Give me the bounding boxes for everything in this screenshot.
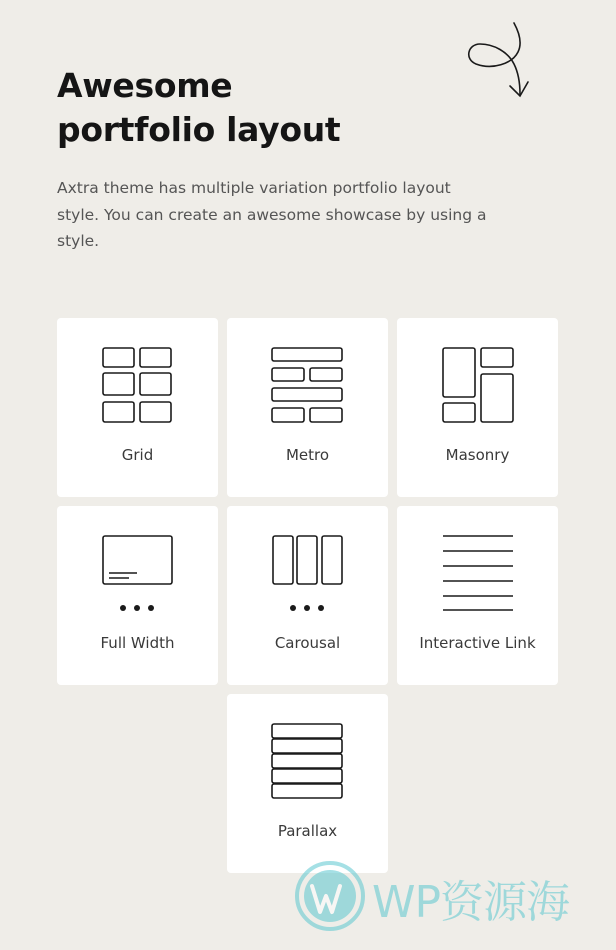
page-title xyxy=(57,64,340,152)
layout-label: Grid xyxy=(121,446,154,464)
title-line-2: portfolio layout xyxy=(57,110,341,149)
layout-label: Parallax xyxy=(277,822,338,840)
interactive-link-layout-icon xyxy=(437,530,517,616)
full-width-layout-icon xyxy=(97,530,177,616)
wordpress-logo-icon xyxy=(294,860,366,932)
carousal-layout-icon xyxy=(267,530,347,616)
layout-card-masonry[interactable] xyxy=(397,318,558,497)
layout-card-metro[interactable] xyxy=(227,318,388,497)
curly-arrow-icon xyxy=(462,20,546,104)
layout-card-carousal[interactable] xyxy=(227,506,388,685)
watermark-text: WP资源海 xyxy=(372,877,570,928)
layout-label: Full Width xyxy=(100,634,175,652)
layout-label: Metro xyxy=(285,446,330,464)
masonry-layout-icon xyxy=(437,342,517,428)
layout-label: Masonry xyxy=(445,446,510,464)
layout-card-interactive-link[interactable] xyxy=(397,506,558,685)
layout-card-grid[interactable] xyxy=(57,318,218,497)
layout-label: Interactive Link xyxy=(419,634,536,652)
layout-label: Carousal xyxy=(274,634,341,652)
title-line-1: Awesome xyxy=(57,66,233,105)
grid-layout-icon xyxy=(97,342,177,428)
metro-layout-icon xyxy=(267,342,347,428)
layout-card-full-width[interactable] xyxy=(57,506,218,685)
layout-card-parallax[interactable] xyxy=(227,694,388,873)
page-description: Axtra theme has multiple variation portfolio layout style. You can create an awesome showcase by using a style. xyxy=(57,179,487,250)
watermark xyxy=(292,854,602,938)
parallax-layout-icon xyxy=(267,718,347,804)
